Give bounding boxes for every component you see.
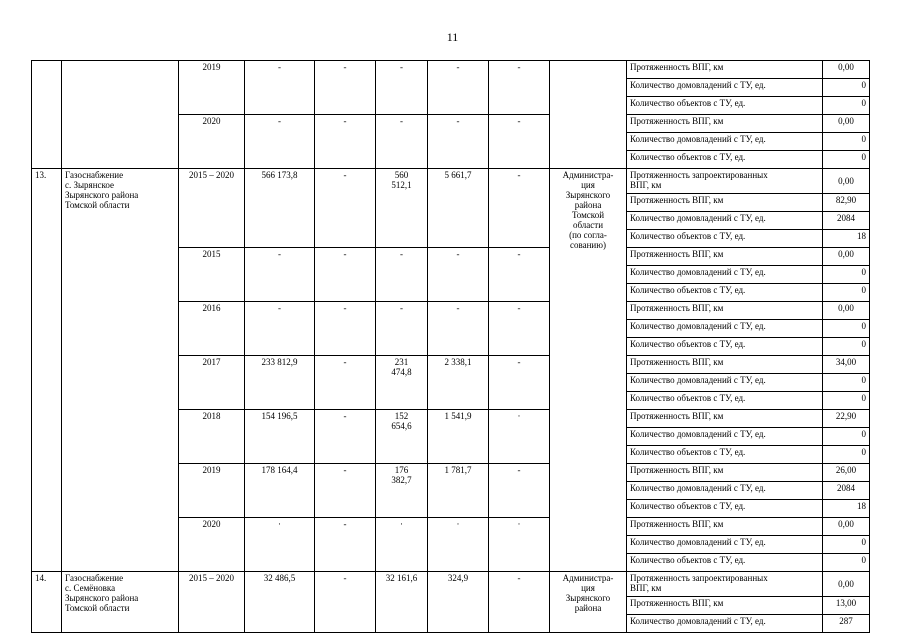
year-cell: 2019 (179, 464, 245, 518)
table-row: 2018 154 196,5 - 152 654,6 1 541,9 · Протяженность ВПГ, км 22,90 (32, 410, 870, 428)
table-row: Количество домовладений с ТУ, ед. 0 (32, 374, 870, 392)
responsible-cell (550, 61, 627, 169)
table-row: 2019 - - - - - Протяженность ВПГ, км 0,00 (32, 61, 870, 79)
responsible-cell: Администра- ция Зырянского района Томской области (по согла- сованию) (550, 169, 627, 572)
indicator-value: 0,00 (823, 61, 870, 79)
table-row: Количество домовладений с ТУ, ед. 0 (32, 266, 870, 284)
table-row: Количество домовладений с ТУ, ед. 2084 (32, 482, 870, 500)
table-row: 2020 - - - - - Протяженность ВПГ, км 0,00 (32, 115, 870, 133)
year-cell: 2019 (179, 61, 245, 115)
table-row: Протяженность ВПГ, км 13,00 (32, 597, 870, 615)
num-cell: 13. (32, 169, 62, 572)
year-cell: 2016 (179, 302, 245, 356)
table-row: Количество домовладений с ТУ, ед. 0 (32, 536, 870, 554)
name-cell: Газоснабжение с. Семёновка Зырянского района Томской области (62, 572, 179, 633)
year-cell: 2015 – 2020 (179, 572, 245, 633)
table-row: Количество домовладений с ТУ, ед. 0 (32, 79, 870, 97)
table-row: Количество объектов с ТУ, ед. 0 (32, 284, 870, 302)
table-row: Количество объектов с ТУ, ед. 0 (32, 338, 870, 356)
page-number: 11 (446, 30, 459, 44)
program-table (31, 60, 870, 633)
table-row: Количество объектов с ТУ, ед. 0 (32, 97, 870, 115)
table-row: Количество домовладений с ТУ, ед. 287 (32, 615, 870, 633)
table-row: 13. Газоснабжение с. Зырянское Зырянского района Томской области 2015 – 2020 566 173,8 - 560 512,1 5 661,7 - Администра- ция Зырянского района Томской области (по согла- сованию) Протяженность запроектированных ВПГ, км 0,00 (32, 169, 870, 194)
table-row: 2017 233 812,9 - 231 474,8 2 338,1 - Протяженность ВПГ, км 34,00 (32, 356, 870, 374)
table-row: Протяженность ВПГ, км 82,90 (32, 194, 870, 212)
table-row: Количество объектов с ТУ, ед. 0 (32, 151, 870, 169)
name-cell: Газоснабжение с. Зырянское Зырянского района Томской области (62, 169, 179, 572)
table-row: Количество объектов с ТУ, ед. 18 (32, 500, 870, 518)
table-row: Количество домовладений с ТУ, ед. 0 (32, 320, 870, 338)
table-row: 2019 178 164,4 - 176 382,7 1 781,7 - Протяженность ВПГ, км 26,00 (32, 464, 870, 482)
name-cell (62, 61, 179, 169)
year-cell: 2015 – 2020 (179, 169, 245, 248)
num-cell: 14. (32, 572, 62, 633)
table-row: Количество объектов с ТУ, ед. 18 (32, 230, 870, 248)
table-row: 14. Газоснабжение с. Семёновка Зырянского района Томской области 2015 – 2020 32 486,5 - 32 161,6 324,9 - Администра- ция Зырянского района Протяженность запроектированных ВПГ, км 0,00 (32, 572, 870, 597)
table-row: Количество домовладений с ТУ, ед. 0 (32, 133, 870, 151)
responsible-cell: Администра- ция Зырянского района (550, 572, 627, 633)
year-cell: 2020 (179, 518, 245, 572)
table-row: 2020 · - · · · Протяженность ВПГ, км 0,00 (32, 518, 870, 536)
table-row: Количество объектов с ТУ, ед. 0 (32, 554, 870, 572)
num-cell (32, 61, 62, 169)
table-row: 2016 - - - - - Протяженность ВПГ, км 0,00 (32, 302, 870, 320)
year-cell: 2018 (179, 410, 245, 464)
year-cell: 2015 (179, 248, 245, 302)
indicator-label: Протяженность ВПГ, км (627, 61, 823, 79)
table-row: Количество объектов с ТУ, ед. 0 (32, 446, 870, 464)
year-cell: 2017 (179, 356, 245, 410)
table-row: 2015 - - - - - Протяженность ВПГ, км 0,00 (32, 248, 870, 266)
table-row: Количество объектов с ТУ, ед. 0 (32, 392, 870, 410)
table-row: Количество домовладений с ТУ, ед. 2084 (32, 212, 870, 230)
year-cell: 2020 (179, 115, 245, 169)
table-row: Количество домовладений с ТУ, ед. 0 (32, 428, 870, 446)
